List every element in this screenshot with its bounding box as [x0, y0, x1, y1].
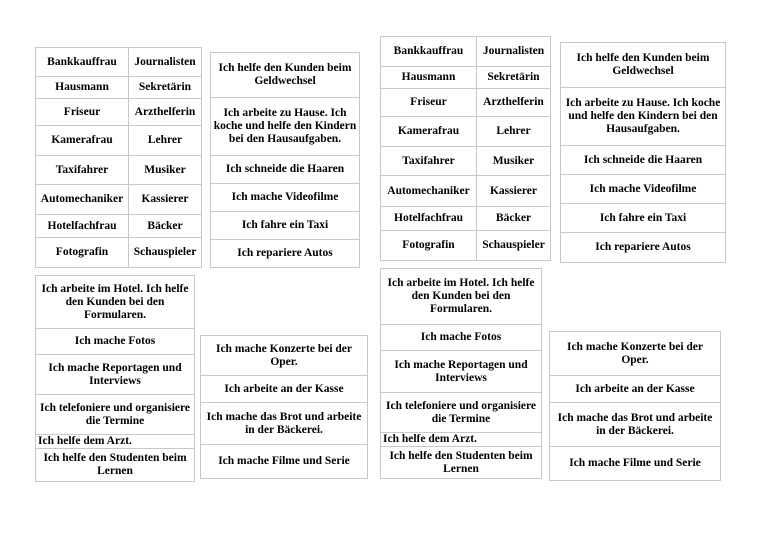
sentence-cell: Ich helfe dem Arzt. [381, 433, 542, 447]
sentence-cell: Ich arbeite zu Hause. Ich koche und helfe den Kindern bei den Hausaufgaben. [211, 98, 360, 156]
profession-cell: Taxifahrer [381, 147, 477, 176]
profession-cell: Taxifahrer [36, 156, 129, 185]
profession-cell: Kamerafrau [36, 126, 129, 156]
profession-table-left [35, 47, 202, 268]
sentence-cell: Ich mache das Brot und arbeite in der Bäckerei. [550, 403, 721, 447]
sentence-cell: Ich helfe den Kunden beim Geldwechsel [561, 43, 726, 88]
sentence-cell: Ich mache Videofilme [561, 175, 726, 204]
profession-cell: Automechaniker [36, 185, 129, 215]
profession-table-right [380, 36, 551, 261]
profession-cell: Journalisten [129, 48, 202, 77]
sentence-cell: Ich mache Videofilme [211, 184, 360, 212]
sentence-table-a-left [210, 52, 360, 268]
sentence-cell: Ich helfe dem Arzt. [36, 435, 195, 449]
profession-cell: Fotografin [381, 231, 477, 261]
profession-cell: Sekretärin [477, 67, 551, 89]
profession-cell: Arzthelferin [477, 89, 551, 117]
sentence-table-b-left [35, 275, 195, 482]
sentence-table-c-left [200, 335, 368, 479]
sentence-cell: Ich helfe den Studenten beim Lernen [381, 447, 542, 479]
sentence-cell: Ich mache Filme und Serie [550, 447, 721, 481]
sentence-cell: Ich arbeite an der Kasse [550, 376, 721, 403]
profession-cell: Kassierer [477, 176, 551, 207]
sentence-cell: Ich arbeite im Hotel. Ich helfe den Kunden bei den Formularen. [36, 276, 195, 329]
sentence-cell: Ich repariere Autos [561, 233, 726, 263]
profession-cell: Kamerafrau [381, 117, 477, 147]
sentence-cell: Ich mache Fotos [36, 329, 195, 355]
sentence-cell: Ich telefoniere und organisiere die Termine [36, 395, 195, 435]
profession-cell: Automechaniker [381, 176, 477, 207]
profession-cell: Musiker [129, 156, 202, 185]
profession-cell: Hotelfachfrau [36, 215, 129, 238]
profession-cell: Schauspieler [477, 231, 551, 261]
profession-cell: Journalisten [477, 37, 551, 67]
sentence-table-c-right [549, 331, 721, 481]
profession-cell: Bäcker [129, 215, 202, 238]
profession-cell: Hausmann [381, 67, 477, 89]
sentence-cell: Ich fahre ein Taxi [211, 212, 360, 240]
profession-cell: Bäcker [477, 207, 551, 231]
sentence-cell: Ich mache das Brot und arbeite in der Bäckerei. [201, 403, 368, 445]
sentence-cell: Ich fahre ein Taxi [561, 204, 726, 233]
sentence-cell: Ich mache Reportagen und Interviews [381, 351, 542, 393]
profession-cell: Lehrer [129, 126, 202, 156]
sentence-cell: Ich schneide die Haaren [561, 146, 726, 175]
profession-cell: Arzthelferin [129, 99, 202, 126]
sentence-cell: Ich repariere Autos [211, 240, 360, 268]
profession-cell: Hotelfachfrau [381, 207, 477, 231]
sentence-cell: Ich mache Filme und Serie [201, 445, 368, 479]
profession-cell: Bankkauffrau [36, 48, 129, 77]
profession-cell: Fotografin [36, 238, 129, 268]
sentence-cell: Ich helfe den Kunden beim Geldwechsel [211, 53, 360, 98]
sentence-cell: Ich mache Konzerte bei der Oper. [550, 332, 721, 376]
sentence-cell: Ich mache Reportagen und Interviews [36, 355, 195, 395]
sentence-cell: Ich schneide die Haaren [211, 156, 360, 184]
profession-cell: Bankkauffrau [381, 37, 477, 67]
profession-cell: Kassierer [129, 185, 202, 215]
profession-cell: Lehrer [477, 117, 551, 147]
sentence-table-b-right [380, 268, 542, 479]
sentence-cell: Ich telefoniere und organisiere die Termine [381, 393, 542, 433]
sentence-cell: Ich mache Fotos [381, 325, 542, 351]
profession-cell: Sekretärin [129, 77, 202, 99]
profession-cell: Friseur [36, 99, 129, 126]
sentence-cell: Ich arbeite im Hotel. Ich helfe den Kunden bei den Formularen. [381, 269, 542, 325]
sentence-cell: Ich helfe den Studenten beim Lernen [36, 449, 195, 482]
profession-cell: Musiker [477, 147, 551, 176]
sentence-cell: Ich mache Konzerte bei der Oper. [201, 336, 368, 376]
profession-cell: Friseur [381, 89, 477, 117]
profession-cell: Hausmann [36, 77, 129, 99]
profession-cell: Schauspieler [129, 238, 202, 268]
sentence-cell: Ich arbeite zu Hause. Ich koche und helfe den Kindern bei den Hausaufgaben. [561, 88, 726, 146]
sentence-table-a-right [560, 42, 726, 263]
sentence-cell: Ich arbeite an der Kasse [201, 376, 368, 403]
